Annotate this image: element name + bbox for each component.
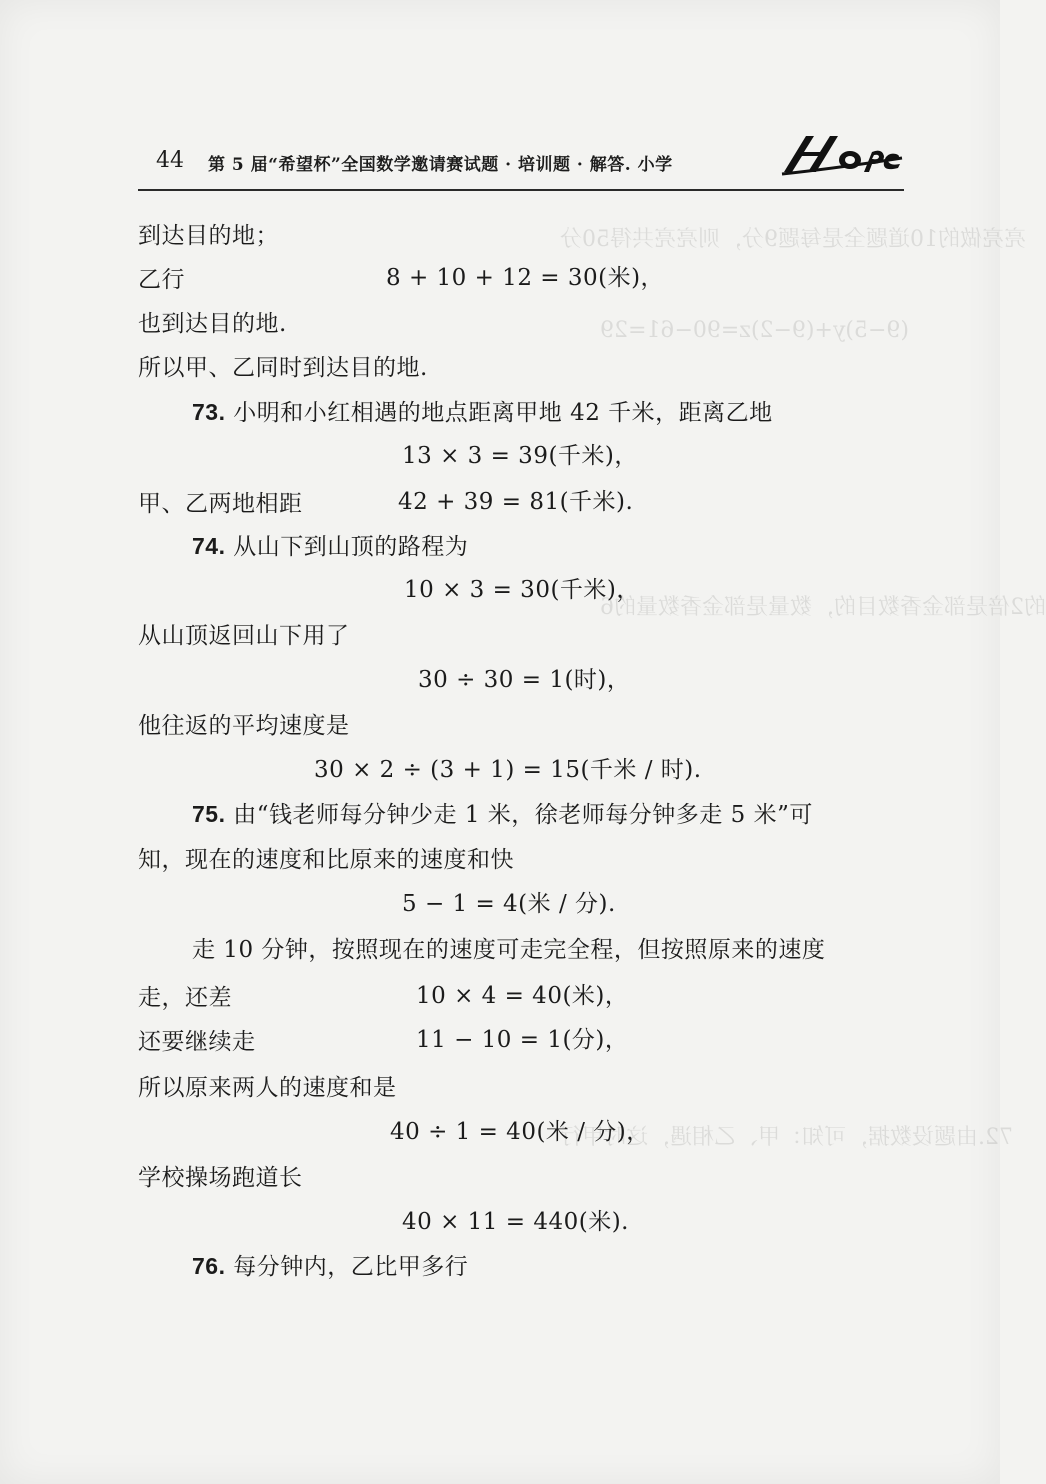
problem-text: 由“钱老师每分钟少走 1 米，徐老师每分钟多走 5 米”可	[233, 802, 813, 828]
text-label: 还要继续走	[138, 1029, 256, 1055]
equation: 40 ÷ 1 = 40(米 / 分)，	[390, 1119, 650, 1145]
equation: 5 − 1 = 4(米 / 分).	[402, 891, 616, 917]
text-label: 从山顶返回山下用了	[138, 623, 350, 649]
problem-number: 74.	[192, 533, 226, 559]
equation: 10 × 3 = 30(千米)，	[404, 577, 640, 603]
problem-text: 每分钟内，乙比甲多行	[233, 1254, 469, 1280]
problem-75	[192, 800, 813, 829]
text-label: 乙行	[138, 267, 185, 293]
equation: 42 + 39 = 81(千米).	[398, 489, 634, 515]
text-label: 甲、乙两地相距	[138, 491, 303, 517]
problem-74	[192, 532, 468, 561]
problem-76	[192, 1252, 468, 1281]
problem-text: 小明和小红相遇的地点距离甲地 42 千米，距离乙地	[233, 400, 773, 426]
equation: 30 × 2 ÷ (3 + 1) = 15(千米 / 时).	[314, 757, 702, 783]
text-label: 所以原来两人的速度和是	[138, 1075, 397, 1101]
text-label: 学校操场跑道长	[138, 1165, 303, 1191]
problem-73	[192, 398, 773, 427]
problem-number: 73.	[192, 399, 226, 425]
equation: 30 ÷ 30 = 1(时)，	[418, 667, 631, 693]
text-line: 也到达目的地.	[138, 311, 287, 337]
equation: 13 × 3 = 39(千米)，	[402, 443, 638, 469]
equation: 11 − 10 = 1(分)，	[416, 1027, 629, 1053]
text-line: 所以甲、乙同时到达目的地.	[138, 355, 428, 381]
equation: 8 + 10 + 12 = 30(米)，	[386, 265, 665, 291]
text-line: 走 10 分钟，按照现在的速度可走完全程，但按照原来的速度	[192, 937, 826, 963]
page-number: 44	[156, 148, 184, 173]
problem-number: 75.	[192, 801, 226, 827]
equation: 10 × 4 = 40(米)，	[416, 983, 629, 1009]
problem-number: 76.	[192, 1253, 226, 1279]
problem-text: 从山下到山顶的路程为	[233, 534, 469, 560]
text-line: 到达目的地；	[138, 223, 279, 249]
text-line: 知，现在的速度和比原来的速度和快	[138, 847, 514, 873]
running-title: 第 5 届“希望杯”全国数学邀请赛试题 · 培训题 · 解答. 小学	[208, 155, 673, 175]
text-label: 他往返的平均速度是	[138, 713, 350, 739]
equation: 40 × 11 = 440(米).	[402, 1209, 629, 1235]
text-label: 走，还差	[138, 985, 232, 1011]
